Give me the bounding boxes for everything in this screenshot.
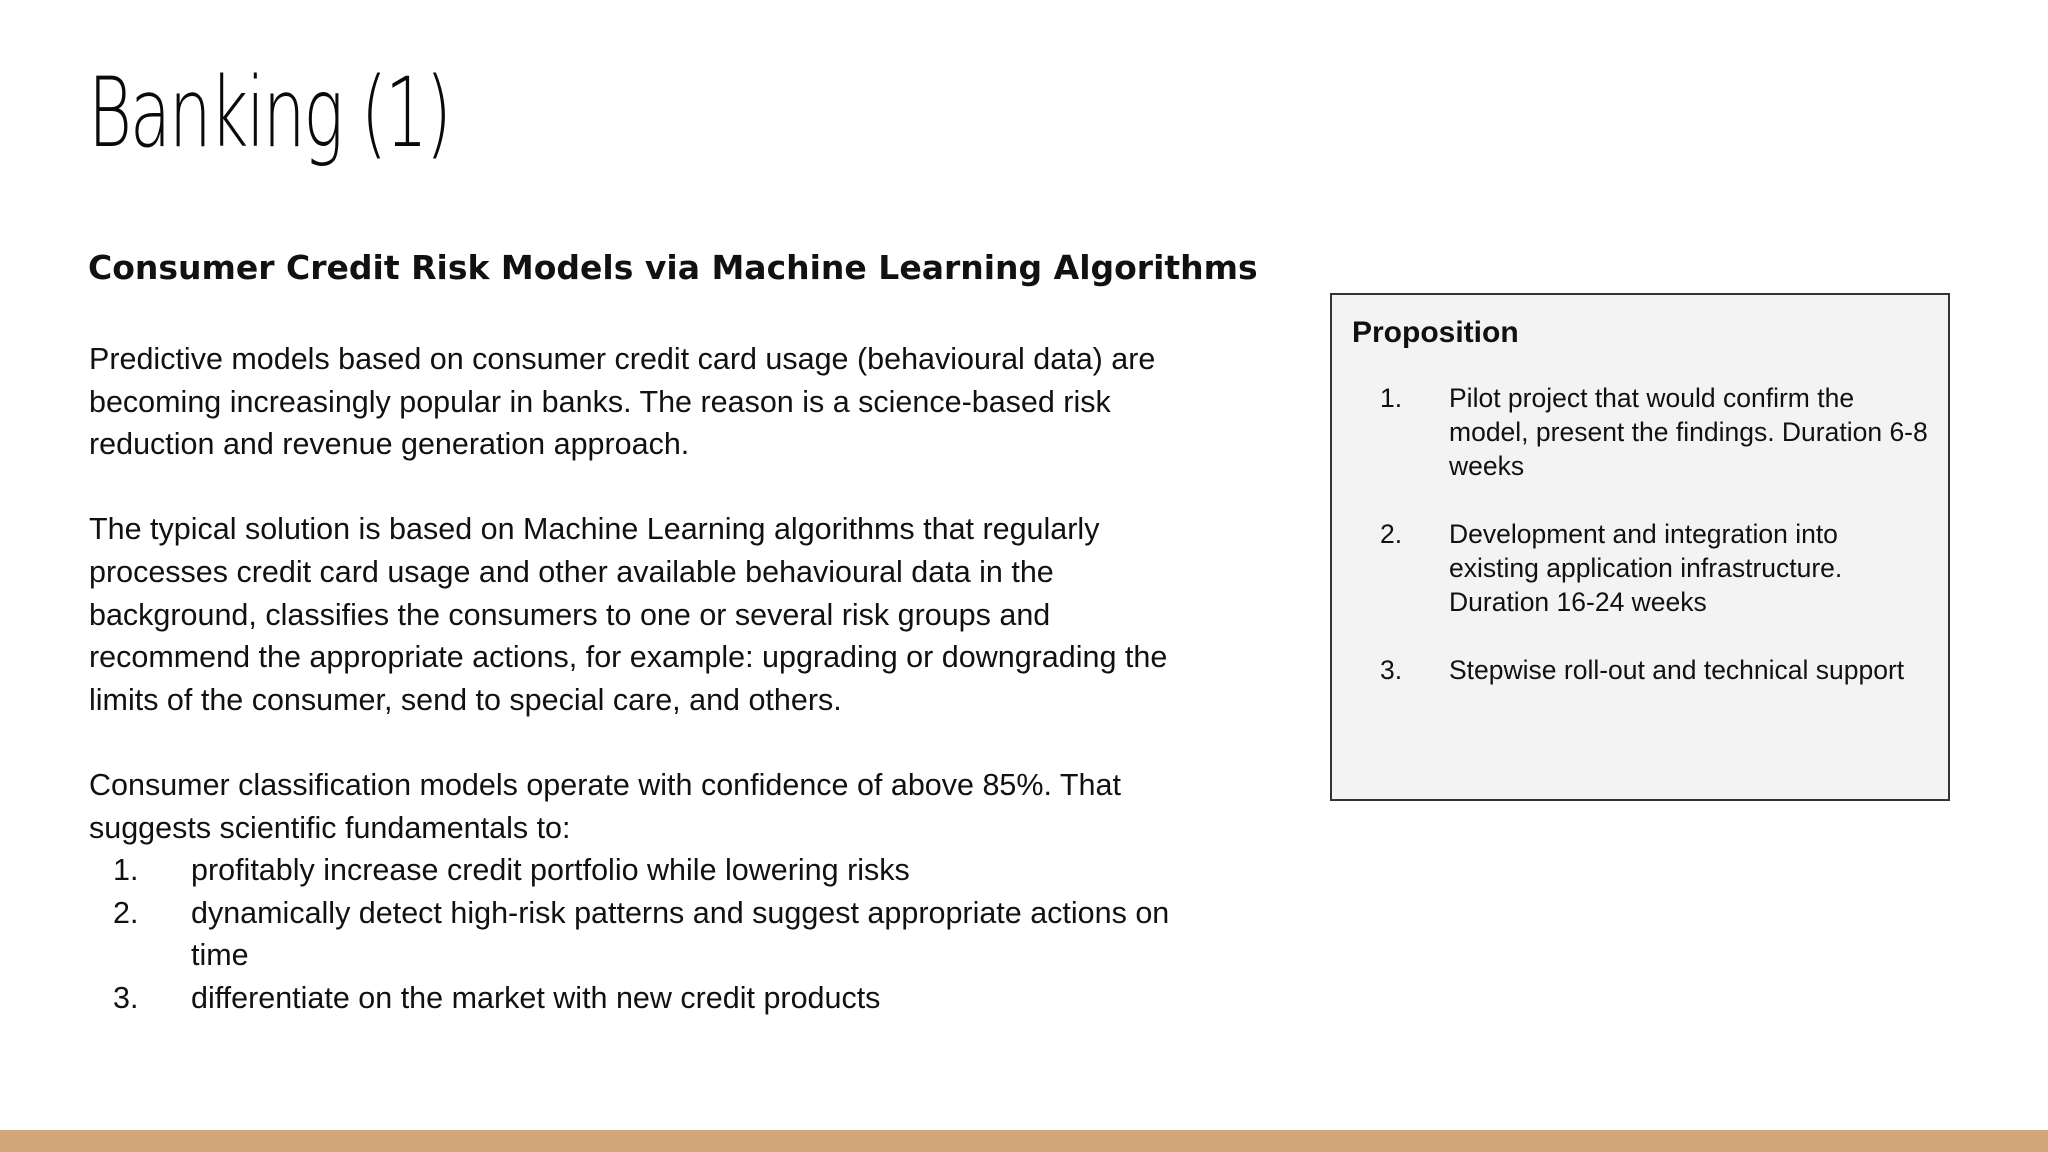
- body-text: [89, 338, 1199, 1020]
- paragraph-solution: The typical solution is based on Machine Learning algorithms that regularly processes credit card usage and other available behavioural data in the background, classifies the consumers to one or several risk groups and recommend the appropriate actions, for example: upgrading or downgrading the limits of the consumer, send to special care, and others.: [89, 512, 1168, 717]
- footer-bar: [0, 1130, 2048, 1152]
- list-item: [89, 977, 1199, 1020]
- list-item-number: 2.: [113, 895, 139, 930]
- list-item: [1352, 517, 1928, 619]
- fundamentals-list: [89, 849, 1199, 1019]
- list-item: [89, 892, 1199, 977]
- paragraph-confidence: Consumer classification models operate with confidence of above 85%. That suggests scientific fundamentals to:: [89, 767, 1121, 845]
- list-item: [1352, 381, 1928, 483]
- list-item: [89, 849, 1199, 892]
- proposition-box: [1330, 293, 1950, 801]
- list-item: [1352, 653, 1928, 687]
- proposition-title: Proposition: [1352, 316, 1519, 349]
- list-item-text: Pilot project that would confirm the model, present the findings. Duration 6-8 weeks: [1449, 383, 1928, 481]
- list-item-text: profitably increase credit portfolio while lowering risks: [191, 853, 910, 888]
- paragraph-intro: Predictive models based on consumer credit card usage (behavioural data) are becoming increasingly popular in banks. The reason is a science-based risk reduction and revenue generation approach.: [89, 342, 1156, 462]
- list-item-number: 2.: [1380, 519, 1403, 549]
- slide-subtitle: Consumer Credit Risk Models via Machine Learning Algorithms: [88, 248, 1258, 287]
- proposition-list: [1352, 381, 1928, 687]
- list-item-text: Stepwise roll-out and technical support: [1449, 655, 1905, 685]
- list-item-text: Development and integration into existing application infrastructure. Duration 16-24 weeks: [1449, 519, 1843, 617]
- list-item-number: 1.: [113, 853, 139, 888]
- list-item-text: differentiate on the market with new credit products: [191, 980, 881, 1015]
- list-item-text: dynamically detect high-risk patterns and suggest appropriate actions on time: [191, 895, 1170, 973]
- list-item-number: 1.: [1380, 383, 1403, 413]
- slide-title: Banking (1): [88, 57, 450, 169]
- list-item-number: 3.: [1380, 655, 1403, 685]
- list-item-number: 3.: [113, 980, 139, 1015]
